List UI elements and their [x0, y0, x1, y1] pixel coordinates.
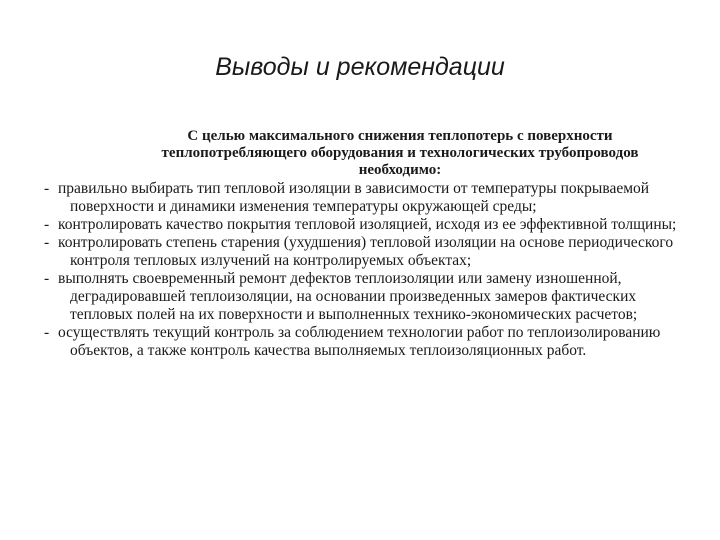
bullet-dash: - [44, 270, 50, 287]
page-title: Выводы и рекомендации [215, 53, 505, 81]
list-item-text: осуществлять текущий контроль за соблюдением технологии работ по теплоизолированию объектов, а также контроль качества выполняемых теплоизоляционных работ. [58, 324, 661, 359]
recommendations-list [44, 180, 684, 360]
list-item-text: контролировать степень старения (ухудшения) тепловой изоляции на основе периодического контроля тепловых излучений на контролируемых объектах; [58, 234, 674, 269]
list-item [44, 270, 684, 324]
list-item-text: правильно выбирать тип тепловой изоляции в зависимости от температуры покрываемой поверхности и динамики изменения температуры окружающей среды; [58, 180, 650, 215]
bullet-dash: - [44, 324, 50, 341]
list-item-text: выполнять своевременный ремонт дефектов теплоизоляции или замену изношенной, деградировавшей теплоизоляции, на основании произведенных замеров фактических тепловых полей на их поверхности и выполненных технико-экономических расчетов; [58, 270, 638, 323]
list-item [44, 216, 684, 234]
list-item [44, 324, 684, 360]
intro-paragraph: С целью максимального снижения теплопотерь с поверхности теплопотребляющего оборудования и технологических трубопроводов необходимо: [161, 128, 639, 178]
bullet-dash: - [44, 180, 50, 197]
list-item-text: контролировать качество покрытия тепловой изоляцией, исходя из ее эффективной толщины; [58, 216, 677, 233]
bullet-dash: - [44, 216, 50, 233]
list-item [44, 234, 684, 270]
list-item [44, 180, 684, 216]
bullet-dash: - [44, 234, 50, 251]
